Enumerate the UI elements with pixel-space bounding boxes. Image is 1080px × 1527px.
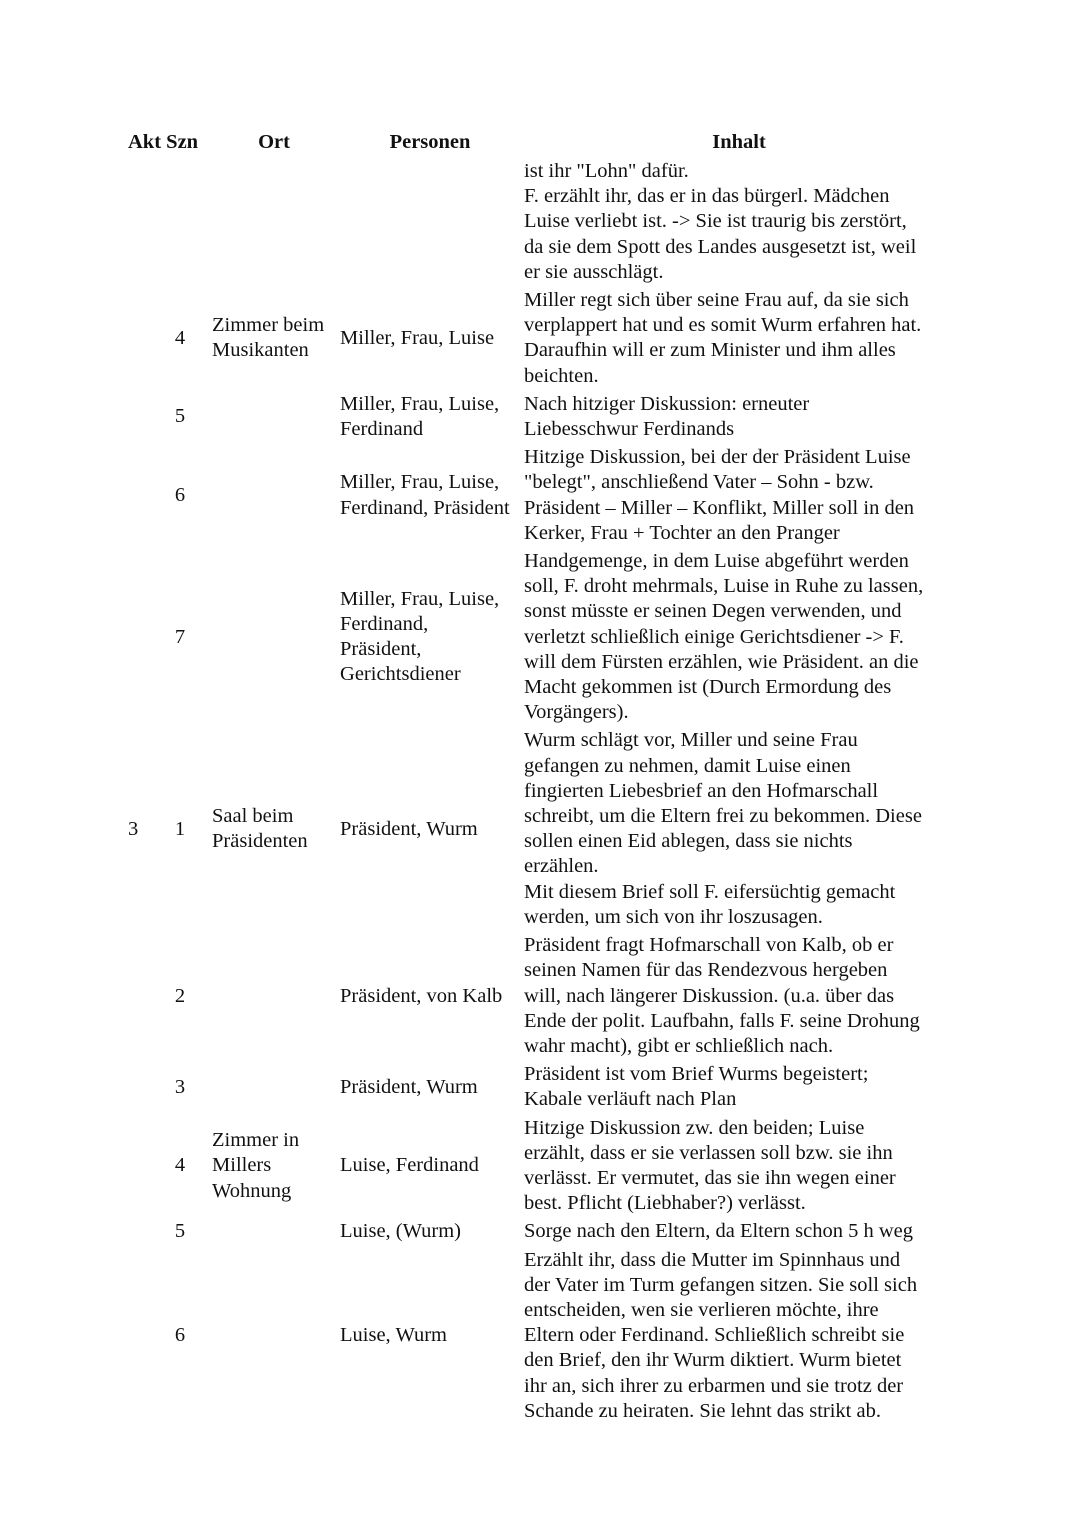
ort-line: Präsidenten	[212, 830, 308, 853]
table-row	[126, 158, 956, 287]
cell-szene: 6	[174, 484, 186, 507]
cell-inhalt	[522, 444, 956, 548]
personen-line: Gerichtsdiener	[340, 663, 461, 686]
cell-personen	[338, 548, 522, 727]
inhalt-line: will, nach längerer Diskussion. (u.a. über das	[524, 984, 895, 1007]
inhalt-line: Daraufhin will er zum Minister und ihm alles	[524, 339, 896, 362]
inhalt-line: erzählt, dass er sie verlassen soll bzw. sie ihn	[524, 1141, 893, 1164]
cell-personen	[338, 158, 522, 287]
cell-akt	[126, 932, 150, 1061]
personen-line: Präsident, von Kalb	[340, 984, 503, 1007]
ort-line: Musikanten	[212, 339, 309, 362]
table-row	[126, 1247, 956, 1426]
header-akt-szn	[126, 128, 210, 158]
cell-ort	[210, 444, 338, 548]
table-row	[126, 1115, 956, 1219]
cell-ort	[210, 158, 338, 287]
inhalt-line: Nach hitziger Diskussion: erneuter	[524, 392, 810, 415]
cell-szene: 4	[174, 326, 186, 349]
header-personen: Personen	[389, 131, 471, 154]
cell-personen	[338, 1247, 522, 1426]
ort-line: Millers	[212, 1154, 272, 1177]
inhalt-line: Hitzige Diskussion, bei der der Präsident Luise	[524, 446, 911, 469]
scene-overview-table	[126, 128, 956, 1426]
table-body	[126, 158, 956, 1426]
ort-line: Zimmer beim	[212, 314, 325, 337]
inhalt-line: sonst müsste er seinen Degen verwenden, und	[524, 600, 902, 623]
cell-szene: 2	[174, 984, 186, 1007]
cell-ort	[210, 1218, 338, 1246]
inhalt-line: schreibt, um die Eltern frei zu bekommen. Diese	[524, 805, 922, 828]
cell-szene	[150, 158, 210, 287]
ort-line: Zimmer in	[212, 1129, 300, 1152]
inhalt-line: gefangen zu nehmen, damit Luise einen	[524, 754, 851, 777]
inhalt-line: ihr an, sich ihrer zu erbarmen und sie trotz der	[524, 1374, 904, 1397]
cell-szene: 3	[174, 1075, 186, 1098]
inhalt-line: Präsident ist vom Brief Wurms begeistert;	[524, 1063, 869, 1086]
table-row	[126, 287, 956, 391]
cell-akt	[126, 158, 150, 287]
header-ort: Ort	[258, 131, 290, 154]
cell-ort	[210, 1115, 338, 1219]
table-header-row	[126, 128, 956, 158]
inhalt-line: erzählen.	[524, 855, 599, 878]
personen-line: Präsident, Wurm	[340, 817, 478, 840]
header-akt: Akt	[128, 131, 162, 154]
table-row	[126, 548, 956, 727]
cell-ort	[210, 727, 338, 932]
inhalt-line: sollen einen Eid ablegen, dass sie nichts	[524, 830, 853, 853]
cell-szene: 6	[174, 1324, 186, 1347]
cell-personen	[338, 444, 522, 548]
cell-akt	[126, 391, 150, 444]
inhalt-line: Kerker, Frau + Tochter an den Pranger	[524, 521, 840, 544]
cell-inhalt	[522, 391, 956, 444]
inhalt-line: verplappert hat und es somit Wurm erfahren hat.	[524, 314, 922, 337]
personen-line: Miller, Frau, Luise	[340, 326, 495, 349]
personen-line: Miller, Frau, Luise,	[340, 587, 500, 610]
inhalt-line: Erzählt ihr, dass die Mutter im Spinnhaus und	[524, 1248, 901, 1271]
table-row	[126, 391, 956, 444]
cell-inhalt	[522, 1247, 956, 1426]
cell-szene: 5	[174, 405, 186, 428]
personen-line: Miller, Frau, Luise,	[340, 471, 500, 494]
inhalt-line: Schande zu heiraten. Sie lehnt das strikt ab.	[524, 1399, 881, 1422]
inhalt-line: "belegt", anschließend Vater – Sohn - bzw.	[524, 471, 874, 494]
inhalt-line: werden, um sich von ihr loszusagen.	[524, 905, 823, 928]
cell-akt	[126, 444, 150, 548]
inhalt-line: den Brief, den ihr Wurm diktiert. Wurm bietet	[524, 1349, 902, 1372]
cell-personen	[338, 287, 522, 391]
inhalt-line: da sie dem Spott des Landes ausgesetzt ist, weil	[524, 235, 917, 258]
inhalt-line: Hitzige Diskussion zw. den beiden; Luise	[524, 1116, 865, 1139]
cell-akt	[126, 1061, 150, 1114]
inhalt-line: Präsident – Miller – Konflikt, Miller soll in den	[524, 496, 915, 519]
inhalt-line: Ende der polit. Laufbahn, falls F. seine Drohung	[524, 1009, 920, 1032]
cell-ort	[210, 548, 338, 727]
cell-ort	[210, 391, 338, 444]
cell-personen	[338, 1115, 522, 1219]
cell-inhalt	[522, 1115, 956, 1219]
inhalt-line: seinen Namen für das Rendezvous hergeben	[524, 959, 888, 982]
personen-line: Ferdinand	[340, 418, 424, 441]
ort-line: Saal beim	[212, 805, 294, 828]
inhalt-line: fingierten Liebesbrief an den Hofmarschall	[524, 779, 879, 802]
cell-akt: 3	[128, 817, 139, 840]
cell-szene: 1	[174, 817, 186, 840]
personen-line: Ferdinand, Präsident	[340, 496, 510, 519]
cell-inhalt	[522, 548, 956, 727]
cell-akt	[126, 548, 150, 727]
cell-ort	[210, 932, 338, 1061]
inhalt-line: beichten.	[524, 364, 599, 387]
cell-inhalt	[522, 1218, 956, 1246]
cell-akt	[126, 1218, 150, 1246]
ort-line: Wohnung	[212, 1179, 292, 1202]
inhalt-line: der Vater im Turm gefangen sitzen. Sie soll sich	[524, 1273, 918, 1296]
table-row	[126, 932, 956, 1061]
table-row	[126, 444, 956, 548]
cell-szene: 7	[174, 625, 186, 648]
cell-akt	[126, 1247, 150, 1426]
inhalt-line: F. erzählt ihr, das er in das bürgerl. Mädchen	[524, 185, 890, 208]
cell-szene: 5	[174, 1220, 186, 1243]
personen-line: Ferdinand,	[340, 613, 429, 636]
inhalt-line: Vorgängers).	[524, 701, 629, 724]
inhalt-line: Handgemenge, in dem Luise abgeführt werden	[524, 550, 909, 573]
cell-inhalt	[522, 1061, 956, 1114]
inhalt-line: Luise verliebt ist. -> Sie ist traurig bis zerstört,	[524, 210, 907, 233]
personen-line: Luise, Wurm	[340, 1324, 447, 1347]
personen-line: Miller, Frau, Luise,	[340, 392, 500, 415]
inhalt-line: Sorge nach den Eltern, da Eltern schon 5 h weg	[524, 1220, 914, 1243]
inhalt-line: Mit diesem Brief soll F. eifersüchtig gemacht	[524, 880, 896, 903]
cell-ort	[210, 1247, 338, 1426]
inhalt-line: ist ihr "Lohn" dafür.	[524, 160, 689, 182]
inhalt-line: Präsident fragt Hofmarschall von Kalb, ob er	[524, 934, 894, 957]
inhalt-line: verletzt schließlich einige Gerichtsdiener -> F.	[524, 625, 904, 648]
cell-personen	[338, 1218, 522, 1246]
inhalt-line: will dem Fürsten erzählen, wie Präsident. an die	[524, 650, 919, 673]
inhalt-line: Wurm schlägt vor, Miller und seine Frau	[524, 729, 858, 752]
table-row	[126, 727, 956, 932]
cell-inhalt	[522, 932, 956, 1061]
personen-line: Präsident, Wurm	[340, 1075, 478, 1098]
cell-szene: 4	[174, 1154, 186, 1177]
cell-personen	[338, 727, 522, 932]
table-row	[126, 1218, 956, 1246]
header-szn: Szn	[166, 131, 199, 154]
personen-line: Präsident,	[340, 638, 422, 661]
inhalt-line: er sie ausschlägt.	[524, 260, 664, 283]
inhalt-line: Miller regt sich über seine Frau auf, da sie sich	[524, 289, 909, 312]
inhalt-line: Eltern oder Ferdinand. Schließlich schreibt sie	[524, 1324, 905, 1347]
inhalt-line: entscheiden, wen sie verlieren möchte, ihre	[524, 1298, 879, 1321]
cell-ort	[210, 1061, 338, 1114]
inhalt-line: Kabale verläuft nach Plan	[524, 1088, 737, 1111]
cell-inhalt	[522, 287, 956, 391]
inhalt-line: wahr macht), gibt er schließlich nach.	[524, 1034, 834, 1057]
inhalt-line: soll, F. droht mehrmals, Luise in Ruhe zu lassen,	[524, 575, 924, 598]
cell-inhalt	[522, 727, 956, 932]
personen-line: Luise, (Wurm)	[340, 1220, 462, 1243]
cell-personen	[338, 391, 522, 444]
personen-line: Luise, Ferdinand	[340, 1154, 479, 1177]
cell-personen	[338, 1061, 522, 1114]
cell-akt	[126, 287, 150, 391]
cell-akt	[126, 1115, 150, 1219]
inhalt-line: best. Pflicht (Liebhaber?) verlässt.	[524, 1192, 806, 1215]
table-row	[126, 1061, 956, 1114]
header-inhalt: Inhalt	[712, 131, 766, 154]
inhalt-line: verlässt. Er vermutet, das sie ihn wegen einer	[524, 1166, 896, 1189]
inhalt-line: Macht gekommen ist (Durch Ermordung des	[524, 676, 892, 699]
cell-personen	[338, 932, 522, 1061]
cell-inhalt	[522, 158, 956, 287]
cell-ort	[210, 287, 338, 391]
inhalt-line: Liebesschwur Ferdinands	[524, 418, 735, 441]
